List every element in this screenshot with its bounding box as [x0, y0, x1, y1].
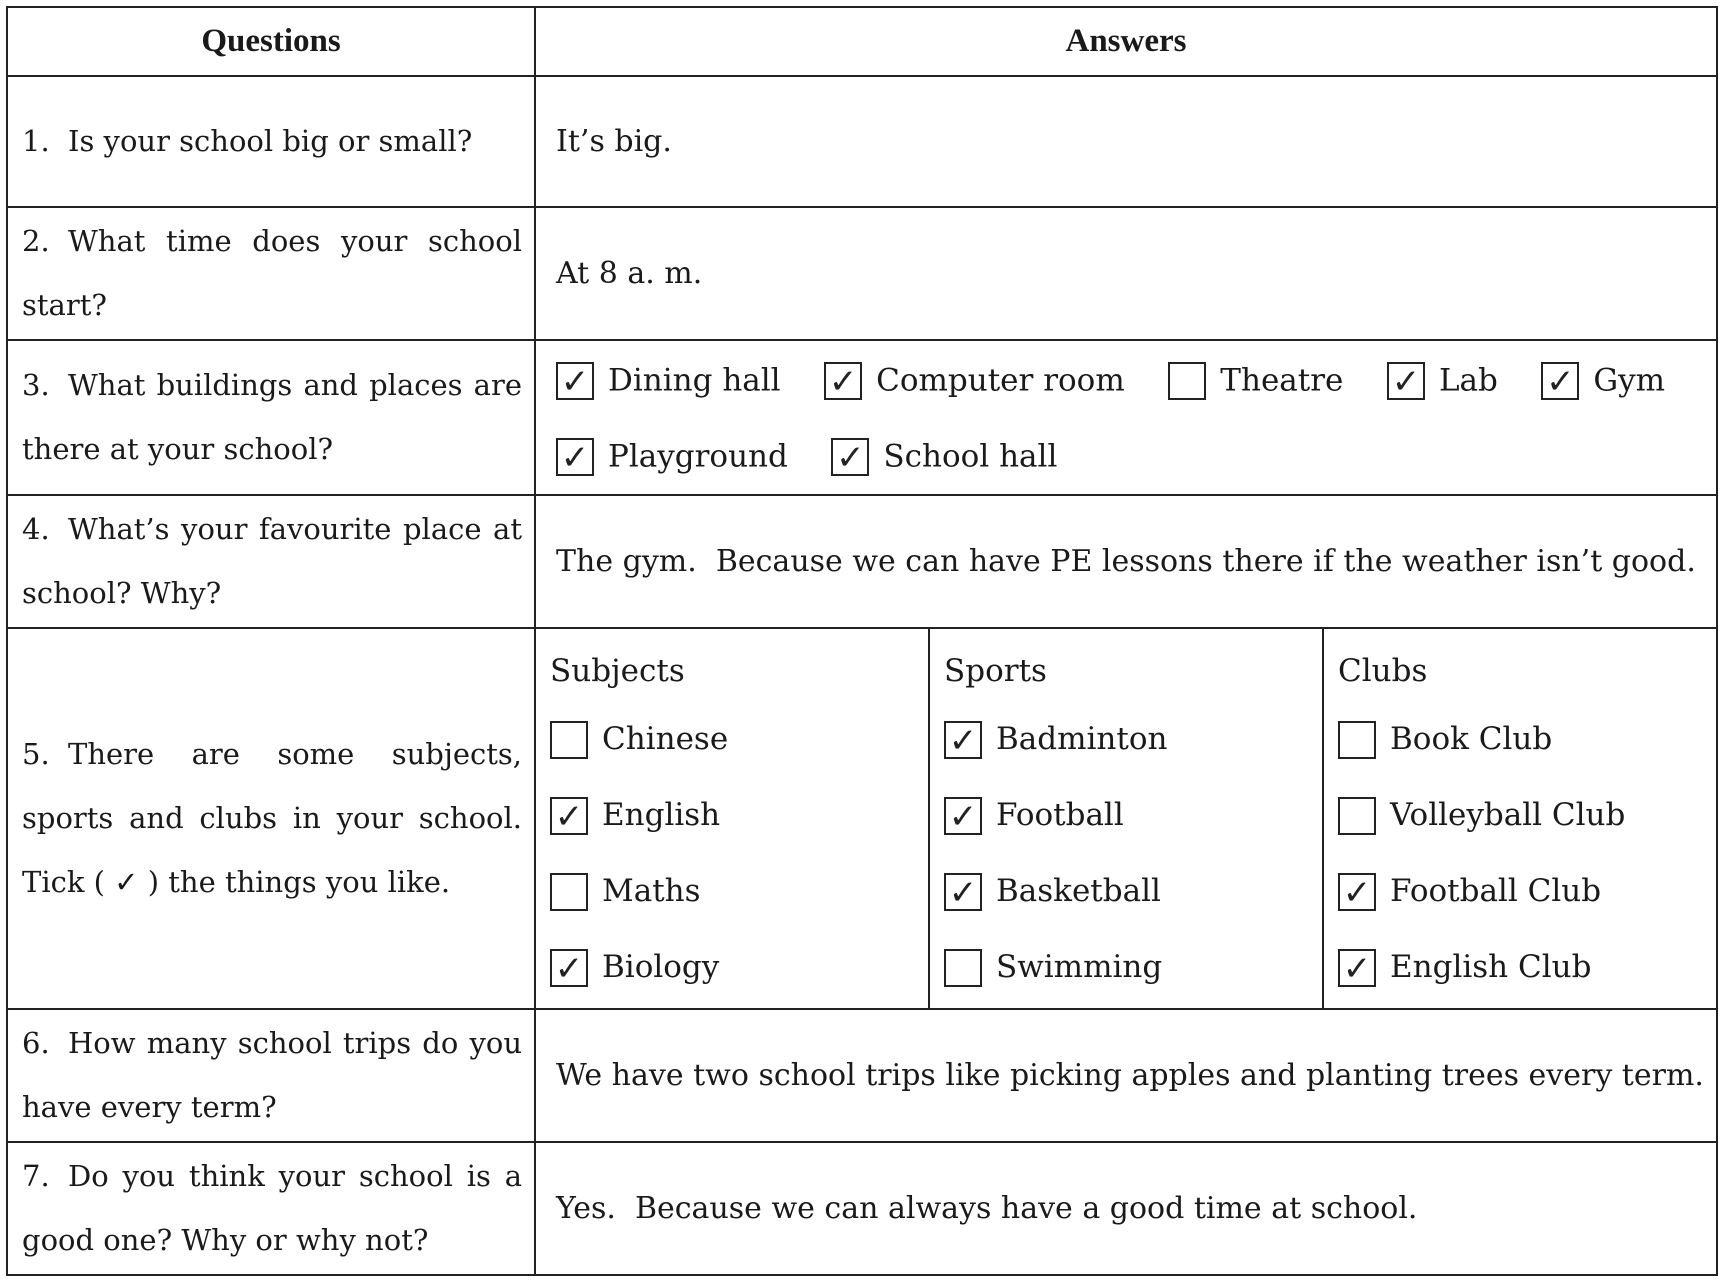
question-text: Is your school big or small? — [68, 124, 473, 159]
question-row-1 — [7, 76, 1717, 207]
checkbox[interactable]: ✓ — [944, 721, 982, 759]
question-2 — [7, 207, 535, 340]
question-number: 2. — [22, 224, 50, 259]
worksheet — [6, 6, 1718, 1276]
option-lab[interactable] — [1387, 341, 1498, 419]
question-text: Do you think your school is a good one? Why or why not? — [22, 1159, 522, 1258]
item-label: Basketball — [996, 872, 1161, 909]
answer-1: It’s big. — [535, 76, 1717, 207]
item-label: English Club — [1390, 948, 1592, 985]
checkbox[interactable]: ✓ — [944, 873, 982, 911]
option-label: Lab — [1438, 362, 1498, 399]
clubs-heading: Clubs — [1338, 652, 1428, 689]
question-row-6 — [7, 1009, 1717, 1142]
question-text: There are some subjects, sports and clubs in your school. Tick ( ✓ ) the things you like. — [22, 737, 522, 900]
option-label: Theatre — [1220, 362, 1344, 399]
checkbox[interactable] — [550, 873, 588, 911]
question-row-5 — [7, 628, 1717, 1009]
sport-badminton[interactable] — [944, 701, 1322, 777]
sports-column — [930, 629, 1324, 1008]
item-label: Football Club — [1390, 872, 1602, 909]
question-number: 7. — [22, 1159, 50, 1194]
checkbox[interactable]: ✓ — [831, 438, 869, 476]
option-label: Dining hall — [608, 362, 781, 399]
question-number: 6. — [22, 1026, 50, 1061]
questions-answers-table — [6, 6, 1718, 1276]
option-playground[interactable] — [556, 417, 788, 495]
club-book[interactable] — [1338, 701, 1716, 777]
options-line-1 — [556, 341, 1716, 417]
question-4 — [7, 495, 535, 628]
answer-6: We have two school trips like picking apples and planting trees every term. — [535, 1009, 1717, 1142]
checkbox[interactable]: ✓ — [1338, 949, 1376, 987]
question-text: What’s your favourite place at school? Why? — [22, 512, 522, 611]
options-line-2 — [556, 417, 1716, 493]
option-dining-hall[interactable] — [556, 341, 781, 419]
item-label: Football — [996, 796, 1124, 833]
question-1 — [7, 76, 535, 207]
sport-football[interactable] — [944, 777, 1322, 853]
questions-header: Questions — [7, 7, 535, 76]
item-label: Swimming — [996, 948, 1163, 985]
checkbox[interactable]: ✓ — [944, 797, 982, 835]
checkbox[interactable] — [1168, 362, 1206, 400]
checkbox[interactable] — [1338, 721, 1376, 759]
answer-7: Yes. Because we can always have a good time at school. — [535, 1142, 1717, 1275]
item-label: Chinese — [602, 720, 729, 757]
checkbox[interactable]: ✓ — [550, 797, 588, 835]
checkbox[interactable]: ✓ — [556, 362, 594, 400]
question-row-2 — [7, 207, 1717, 340]
checkbox[interactable] — [550, 721, 588, 759]
option-label: Playground — [608, 438, 788, 475]
option-label: Computer room — [876, 362, 1125, 399]
checkbox[interactable]: ✓ — [1541, 362, 1579, 400]
club-english[interactable] — [1338, 929, 1716, 1005]
tick-grid — [536, 629, 1716, 1008]
sport-swimming[interactable] — [944, 929, 1322, 1005]
subject-maths[interactable] — [550, 853, 928, 929]
question-7 — [7, 1142, 535, 1275]
checkbox[interactable]: ✓ — [824, 362, 862, 400]
answer-3 — [535, 340, 1717, 495]
header-row — [7, 7, 1717, 76]
answer-2: At 8 a. m. — [535, 207, 1717, 340]
question-6 — [7, 1009, 535, 1142]
sport-basketball[interactable] — [944, 853, 1322, 929]
subject-english[interactable] — [550, 777, 928, 853]
option-label: School hall — [883, 438, 1058, 475]
question-number: 1. — [22, 124, 50, 159]
option-school-hall[interactable] — [831, 417, 1057, 495]
answers-header: Answers — [535, 7, 1717, 76]
club-football[interactable] — [1338, 853, 1716, 929]
answer-5 — [535, 628, 1717, 1009]
question-5 — [7, 628, 535, 1009]
question-text: How many school trips do you have every term? — [22, 1026, 522, 1125]
checkbox[interactable]: ✓ — [1387, 362, 1425, 400]
clubs-column — [1324, 629, 1716, 1008]
question-row-3 — [7, 340, 1717, 495]
item-label: Volleyball Club — [1390, 796, 1626, 833]
subjects-heading: Subjects — [550, 652, 685, 689]
question-3 — [7, 340, 535, 495]
checkbox[interactable] — [1338, 797, 1376, 835]
sports-heading: Sports — [944, 652, 1047, 689]
subjects-column — [536, 629, 930, 1008]
option-theatre[interactable] — [1168, 341, 1343, 419]
checkbox[interactable]: ✓ — [550, 949, 588, 987]
checkbox[interactable] — [944, 949, 982, 987]
question-text: What time does your school start? — [22, 224, 522, 323]
item-label: Maths — [602, 872, 701, 909]
answer-4: The gym. Because we can have PE lessons there if the weather isn’t good. — [535, 495, 1717, 628]
question-number: 4. — [22, 512, 50, 547]
item-label: Book Club — [1390, 720, 1553, 757]
question-row-7 — [7, 1142, 1717, 1275]
checkbox[interactable]: ✓ — [556, 438, 594, 476]
question-number: 5. — [22, 737, 50, 772]
club-volleyball[interactable] — [1338, 777, 1716, 853]
question-text: What buildings and places are there at your school? — [22, 368, 522, 467]
subject-biology[interactable] — [550, 929, 928, 1005]
option-gym[interactable] — [1541, 341, 1665, 419]
checkbox[interactable]: ✓ — [1338, 873, 1376, 911]
item-label: Badminton — [996, 720, 1168, 757]
item-label: Biology — [602, 948, 720, 985]
item-label: English — [602, 796, 721, 833]
question-row-4 — [7, 495, 1717, 628]
option-label: Gym — [1593, 362, 1666, 399]
subject-chinese[interactable] — [550, 701, 928, 777]
question-number: 3. — [22, 368, 50, 403]
option-computer-room[interactable] — [824, 341, 1125, 419]
